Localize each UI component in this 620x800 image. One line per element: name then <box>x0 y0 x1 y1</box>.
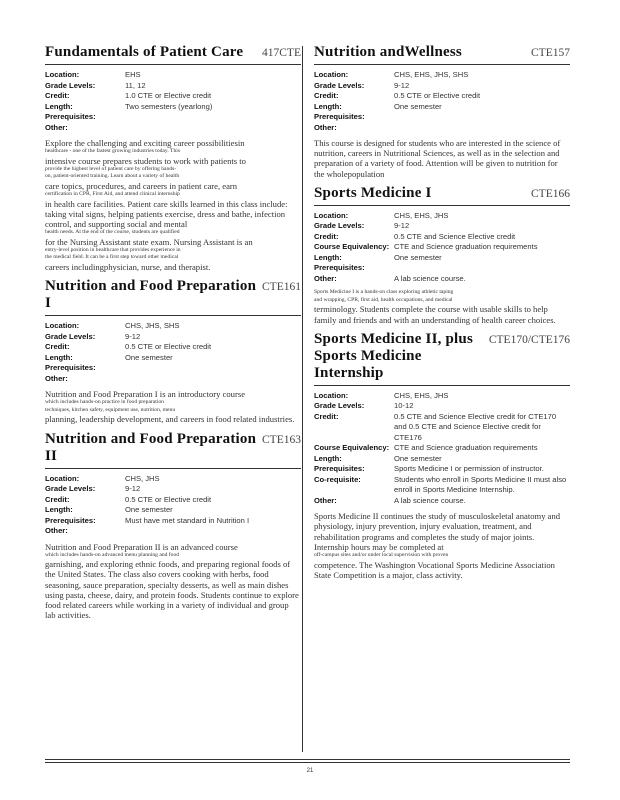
course-nutrition-and-food-preparation-1 <box>45 278 301 424</box>
desc-line-small: entry-level position in healthcare that provides experience in <box>45 246 181 253</box>
info-value: 0.5 CTE and Science Elective credit for CTE170 and 0.5 CTE and Science Elective credit for CTE176 <box>394 411 557 442</box>
info-label: Location: <box>45 473 80 483</box>
info-label: Other: <box>45 122 68 132</box>
info-label: Grade Levels: <box>45 484 96 494</box>
info-label: Prerequisites: <box>314 464 365 474</box>
info-label: Location: <box>45 321 80 331</box>
info-label: Co-requisite: <box>314 474 361 484</box>
info-label: Credit: <box>314 411 339 421</box>
info-label: Course Equivalency: <box>314 242 390 252</box>
desc-line: in health care facilities. Patient care skills learned in this class include: taking vital signs, helping patients exercise, dress and bathe, infection control, and supporting social and mental <box>45 198 288 230</box>
info-value: One semester <box>394 101 442 111</box>
course-description <box>45 138 301 272</box>
desc-line-small: on, patient-oriented training. Learn about a variety of health <box>45 173 180 180</box>
info-value: 0.5 CTE or Elective credit <box>394 91 481 100</box>
info-label: Other: <box>314 122 337 132</box>
desc-line: intensive course prepares students to work with patients to <box>45 155 246 166</box>
course-header <box>45 278 301 316</box>
info-value: 11, 12 <box>125 80 146 90</box>
info-value: Students who enroll in Sports Medicine II must also enroll in Sports Medicine Internship. <box>394 474 567 495</box>
course-code: 417CTE <box>262 47 301 59</box>
info-value: Must have met standard in Nutrition I <box>125 515 250 525</box>
course-code: CTE163 <box>262 433 301 446</box>
footer-rule-thin <box>45 762 570 763</box>
desc-line: care topics, procedures, and careers in patient care, earn <box>45 180 238 191</box>
course-title: Sports Medicine I <box>314 184 432 201</box>
info-label: Location: <box>45 70 80 79</box>
info-value: 10-12 <box>394 401 414 411</box>
course-code: CTE166 <box>531 187 570 200</box>
info-value: CTE and Science graduation requirements <box>394 242 538 252</box>
course-info <box>45 474 301 537</box>
info-value: CHS, EHS, JHS <box>394 210 449 220</box>
info-value: One semester <box>394 453 442 463</box>
course-title-line2: Sports Medicine Internship <box>314 347 422 381</box>
desc-line-small: which includes hands-on practice in food preparation <box>45 399 164 406</box>
info-label: Grade Levels: <box>314 401 365 411</box>
info-value: 0.5 CTE and Science Elective credit <box>394 231 516 241</box>
info-value: 9-12 <box>394 80 410 90</box>
desc-line-small: which includes hands-on advanced menu planning and food <box>45 551 180 558</box>
info-value: One semester <box>125 505 173 515</box>
info-label: Length: <box>314 252 342 262</box>
info-label: Length: <box>314 101 342 111</box>
desc-line: Nutrition and Food Preparation I is an introductory course <box>45 389 246 400</box>
info-label: Grade Levels: <box>314 221 365 231</box>
info-label: Grade Levels: <box>45 331 96 341</box>
info-label: Credit: <box>45 91 70 100</box>
info-value: 9-12 <box>394 221 410 231</box>
desc-line-small: off-campus sites and/or under local supervision with proven <box>314 552 449 559</box>
desc-line: planning, leadership development, and careers in food related industries. <box>45 414 295 425</box>
info-value: CHS, JHS <box>125 473 160 483</box>
info-label: Location: <box>314 390 349 400</box>
course-code: CTE170/CTE176 <box>488 333 570 346</box>
left-column <box>45 44 301 626</box>
info-value: EHS <box>125 70 141 79</box>
info-label: Credit: <box>45 494 70 504</box>
info-value: CHS, JHS, SHS <box>125 321 180 331</box>
info-label: Length: <box>45 505 73 515</box>
course-info <box>314 391 570 507</box>
info-label: Location: <box>314 210 349 220</box>
course-info <box>45 321 301 384</box>
info-label: Other: <box>314 495 337 505</box>
course-info <box>314 211 570 285</box>
desc-line: terminology. Students complete the course with usable skills to help family and friends and with an understanding of health career choices. <box>314 304 556 325</box>
info-label: Grade Levels: <box>45 80 96 90</box>
info-value: A lab science course. <box>394 273 466 283</box>
info-label: Credit: <box>314 91 339 100</box>
desc-line: Sports Medicine II continues the study of musculoskeletal anatomy and physiology, injury prevention, injury evaluation, treatment, and rehabilitation programs and completes the study of major joints. Internship hours may be completed at <box>314 511 561 552</box>
info-label: Length: <box>45 352 73 362</box>
course-description <box>45 389 301 424</box>
info-label: Prerequisites: <box>45 363 96 373</box>
info-label: Prerequisites: <box>314 263 365 273</box>
course-title-block <box>314 331 489 382</box>
info-value: 9-12 <box>125 331 141 341</box>
course-header <box>314 44 570 65</box>
course-description <box>45 542 301 621</box>
info-value: 9-12 <box>125 484 141 494</box>
course-title: Nutrition and Food Preparation II <box>45 430 257 464</box>
course-description <box>314 289 570 324</box>
info-value: 0.5 CTE or Elective credit <box>125 494 212 504</box>
info-label: Credit: <box>45 342 70 352</box>
desc-line-small: health needs. At the end of the course, students are qualified <box>45 229 180 236</box>
info-label: Grade Levels: <box>314 80 365 90</box>
course-nutrition-and-food-preparation-2 <box>45 431 301 621</box>
info-label: Prerequisites: <box>45 112 96 121</box>
info-value: One semester <box>394 252 442 262</box>
right-column <box>314 44 570 586</box>
course-description <box>314 511 570 580</box>
desc-line: careers includingphysician, nurse, and therapist. <box>45 261 211 272</box>
course-info <box>45 70 301 133</box>
footer-rule <box>45 759 570 760</box>
desc-line-small: the medical field. It can be a first step toward other medical <box>45 254 179 261</box>
info-value: CHS, EHS, JHS <box>394 390 449 400</box>
info-value: One semester <box>125 352 173 362</box>
desc-line: for the Nursing Assistant state exam. Nursing Assistant is an <box>45 236 253 247</box>
course-sports-medicine-2-internship <box>314 331 570 580</box>
info-label: Length: <box>314 453 342 463</box>
desc-line: Nutrition and Food Preparation II is an advanced course <box>45 541 238 552</box>
course-title: Fundamentals of Patient Care <box>45 44 244 60</box>
course-header <box>314 185 570 206</box>
info-label: Other: <box>45 526 68 536</box>
desc-line-small: and wrapping, CPR, first aid, health occupations, and medical <box>314 296 453 303</box>
course-header <box>45 431 301 469</box>
info-value: 1.0 CTE or Elective credit <box>125 91 212 100</box>
desc-line-small: Sports Medicine I is a hands-on class exploring athletic taping <box>314 289 454 296</box>
desc-line: competence. The Washington Vocational Sports Medicine Association State Competition is a major, class activity. <box>314 559 555 580</box>
course-header <box>314 331 570 386</box>
desc-line: garnishing, and exploring ethnic foods, and preparing regional foods of the United States. The class also covers cooking with herbs, food seasoning, sauce preparation, specialty desserts, as well as main dishes using pasta, cheese, dairy, and protein foods. Students continue to explore food related careers while working in a variety of individual and group lab activities. <box>45 559 299 621</box>
course-code: CTE161 <box>262 281 301 294</box>
desc-line: This course is designed for students who are interested in the science of nutrition, careers in Nutritional Sciences, as well as in the selection and preparation of a variety of food. Attention will be given to nutrition for the wholepopulation <box>314 138 561 179</box>
info-label: Location: <box>314 70 349 79</box>
info-label: Other: <box>45 373 68 383</box>
course-title: Nutrition and Food Preparation I <box>45 278 257 312</box>
info-value: 0.5 CTE or Elective credit <box>125 342 212 352</box>
course-title-line1: Sports Medicine II, plus <box>314 330 473 347</box>
info-value: A lab science course. <box>394 495 466 505</box>
course-title: Nutrition andWellness <box>314 44 462 60</box>
course-fundamentals-of-patient-care <box>45 44 301 272</box>
info-label: Credit: <box>314 231 339 241</box>
course-sports-medicine-1 <box>314 185 570 325</box>
info-value: Two semesters (yearlong) <box>125 101 213 111</box>
course-nutrition-and-wellness <box>314 44 570 179</box>
info-label: Other: <box>314 273 337 283</box>
desc-line-small: provide the highest level of patient care by offering hands- <box>45 165 177 172</box>
desc-line-small: techniques, kitchen safety, equipment use, nutrition, menu <box>45 406 176 413</box>
info-value: Sports Medicine I or permission of instructor. <box>394 464 544 474</box>
page-number: 21 <box>306 768 314 774</box>
desc-line-small: healthcare - one of the fastest growing industries today. This <box>45 148 180 155</box>
desc-line-small: certification in CPR, First Aid, and attend clinical internship <box>45 191 180 198</box>
course-description <box>314 138 570 179</box>
course-code: CTE157 <box>531 47 570 59</box>
info-label: Course Equivalency: <box>314 443 390 453</box>
info-label: Prerequisites: <box>45 515 96 525</box>
desc-line: Explore the challenging and exciting career possibilitiesin <box>45 138 245 148</box>
course-header <box>45 44 301 65</box>
info-label: Prerequisites: <box>314 112 365 121</box>
course-info <box>314 70 570 133</box>
info-value: CHS, EHS, JHS, SHS <box>394 70 469 79</box>
info-value: CTE and Science graduation requirements <box>394 443 538 453</box>
column-divider <box>302 46 303 752</box>
info-label: Length: <box>45 101 73 111</box>
